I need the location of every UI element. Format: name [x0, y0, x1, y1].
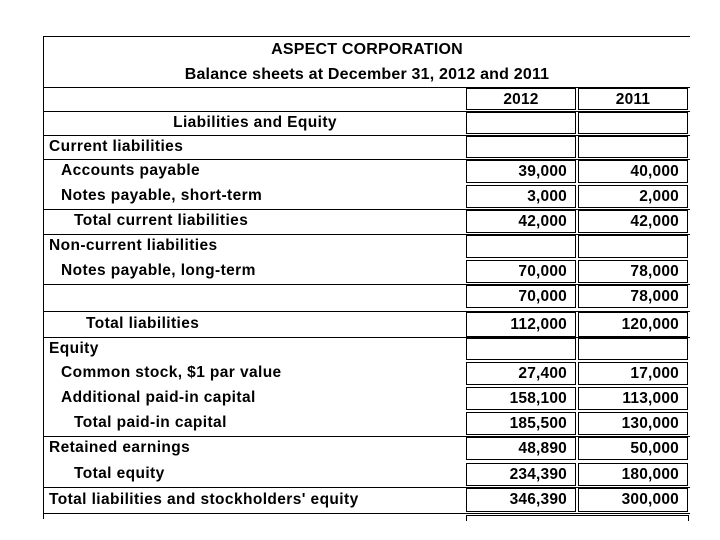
total-equity-label: Total equity: [74, 465, 165, 482]
common-stock-2012: 27,400: [466, 362, 576, 385]
total-paid-in-label: Total paid-in capital: [74, 414, 227, 431]
common-stock-label: Common stock, $1 par value: [61, 364, 282, 381]
total-liab-equity-2012: 346,390: [466, 488, 576, 512]
total-liab-equity-label: Total liabilities and stockholders' equity: [49, 491, 359, 508]
retained-earnings-2012: 48,890: [466, 437, 576, 460]
apic-2012: 158,100: [466, 387, 576, 410]
total-current-label: Total current liabilities: [74, 212, 249, 229]
notes-payable-short-2012: 3,000: [466, 185, 576, 208]
blank-cell: [466, 112, 576, 134]
total-liab-equity-2011: 300,000: [578, 488, 688, 512]
notes-payable-long-2011: 78,000: [578, 260, 688, 283]
equity-heading: Equity: [49, 340, 99, 357]
notes-payable-short-2011: 2,000: [578, 185, 688, 208]
total-liabilities-label: Total liabilities: [86, 315, 200, 332]
apic-label: Additional paid-in capital: [61, 389, 256, 406]
blank-cell: [578, 136, 688, 158]
balance-sheet-table: [43, 36, 690, 519]
company-title: ASPECT CORPORATION: [271, 41, 463, 58]
accounts-payable-label: Accounts payable: [61, 162, 201, 179]
total-equity-2012: 234,390: [466, 463, 576, 486]
statement-subtitle: Balance sheets at December 31, 2012 and 2011: [184, 66, 550, 83]
total-equity-2011: 180,000: [578, 463, 688, 486]
row-divider: [466, 515, 688, 516]
accounts-payable-2011: 40,000: [578, 160, 688, 183]
retained-earnings-label: Retained earnings: [49, 439, 191, 456]
current-liabilities-heading: Current liabilities: [49, 138, 184, 155]
blank-cell: [466, 235, 576, 258]
retained-earnings-2011: 50,000: [578, 437, 688, 460]
total-paid-in-2012: 185,500: [466, 412, 576, 435]
total-liabilities-2011: 120,000: [578, 312, 688, 337]
year-header-2011: 2011: [578, 88, 688, 110]
subtotal-noncurrent-2012: 70,000: [466, 285, 576, 308]
common-stock-2011: 17,000: [578, 362, 688, 385]
blank-cell: [578, 235, 688, 258]
subtotal-noncurrent-2011: 78,000: [578, 285, 688, 308]
total-liabilities-2012: 112,000: [466, 312, 576, 337]
row-divider: [44, 513, 690, 514]
blank-cell: [466, 136, 576, 158]
notes-payable-short-label: Notes payable, short-term: [61, 187, 263, 204]
blank-cell: [578, 338, 688, 360]
total-current-2011: 42,000: [578, 210, 688, 233]
notes-payable-long-2012: 70,000: [466, 260, 576, 283]
section-header: Liabilities and Equity: [173, 114, 337, 131]
non-current-heading: Non-current liabilities: [49, 237, 218, 254]
total-current-2012: 42,000: [466, 210, 576, 233]
blank-cell: [466, 338, 576, 360]
accounts-payable-2012: 39,000: [466, 160, 576, 183]
total-paid-in-2011: 130,000: [578, 412, 688, 435]
blank-cell: [578, 112, 688, 134]
notes-payable-long-label: Notes payable, long-term: [61, 262, 256, 279]
column-edge: [688, 515, 689, 521]
apic-2011: 113,000: [578, 387, 688, 410]
year-header-2012: 2012: [466, 88, 576, 110]
